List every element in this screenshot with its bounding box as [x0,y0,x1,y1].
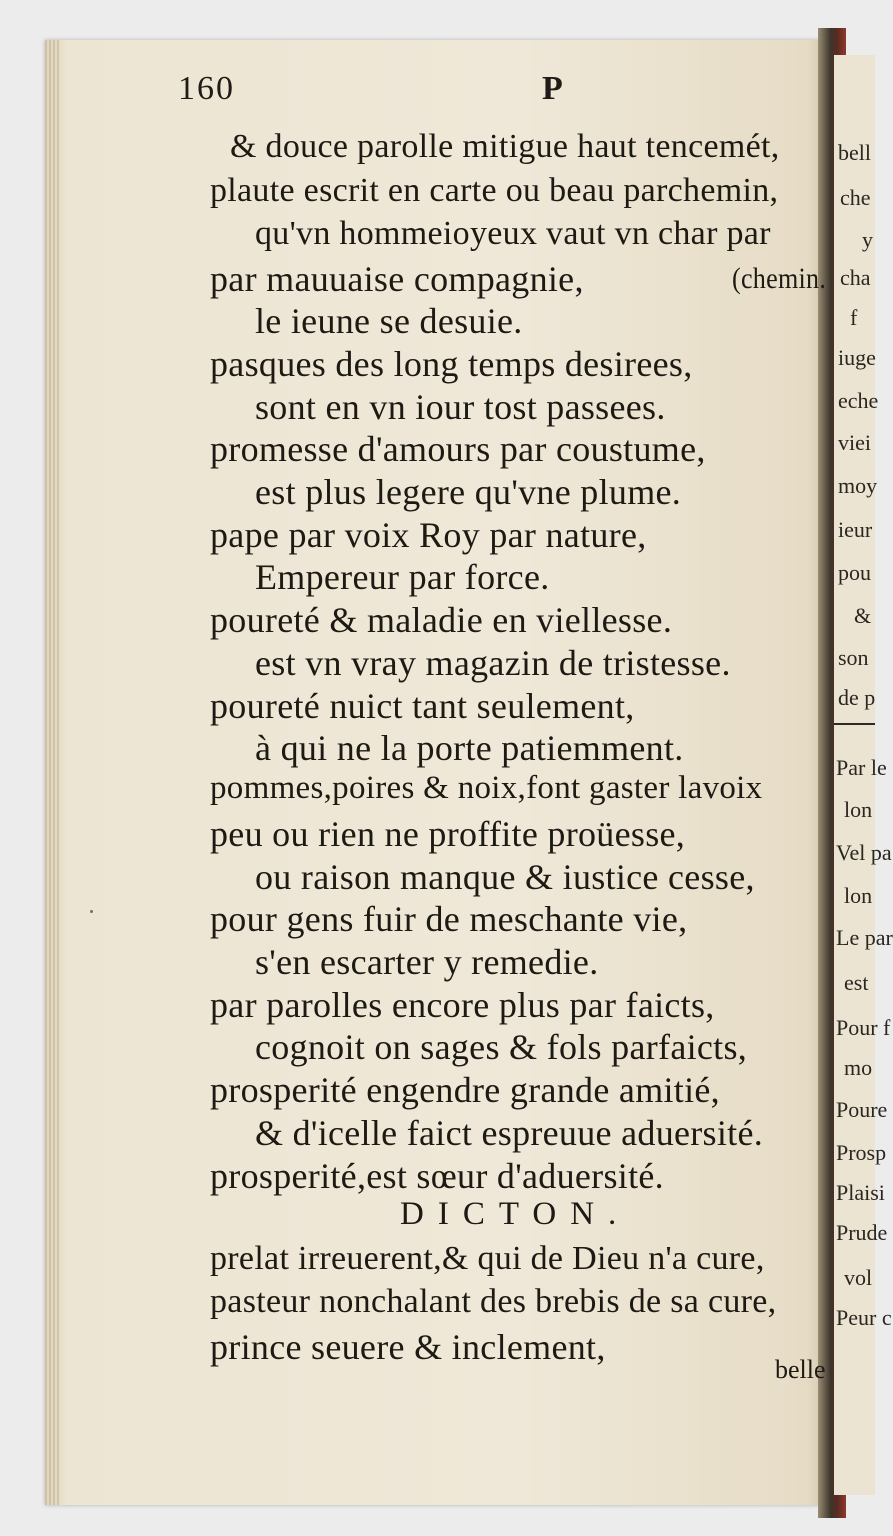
catchword: belle [775,1355,826,1384]
text-line: qu'vn hommeioyeux vaut vn char par [255,215,771,252]
right-page-line: Par le [836,755,887,780]
right-page-line: Plaisi [836,1180,885,1205]
right-page-line: mo [844,1055,873,1080]
right-page-line: Le par [836,925,893,950]
signature-mark: P [542,70,563,107]
right-page-line: y [862,227,873,252]
text-line: par parolles encore plus par faicts, [210,985,715,1025]
right-page-line: & [854,603,872,628]
text-line: pasques des long temps desirees, [210,344,693,384]
right-page-line: Peur c [836,1305,892,1330]
text-line: prosperité,est sœur d'aduersité. [210,1156,664,1196]
text-line: & d'icelle faict espreuue aduersité. [255,1113,764,1153]
text-line: prince seuere & inclement, [210,1327,606,1367]
right-page-line: cha [840,265,871,290]
right-page-line: pou [838,560,871,585]
text-line: à qui ne la porte patiemment. [255,728,684,768]
right-page-line: Vel pa [836,840,892,865]
text-line: prelat irreuerent,& qui de Dieu n'a cure, [210,1240,765,1277]
right-page-line: eche [838,388,879,413]
text-line: s'en escarter y remedie. [255,942,599,982]
right-page-line: vol [844,1265,873,1290]
text-line: plaute escrit en carte ou beau parchemin, [210,172,779,209]
right-page-line: de p [838,685,876,710]
text-line: cognoit on sages & fols parfaicts, [255,1027,748,1067]
text-line: Empereur par force. [255,557,550,597]
right-page-rule [834,723,875,725]
right-page-line: moy [838,473,878,498]
section-heading: DICTON. [400,1196,631,1232]
right-page-line: lon [844,883,873,908]
right-page-line: iuge [838,345,876,370]
right-page-line: lon [844,797,873,822]
text-line: sont en vn iour tost passees. [255,387,666,427]
right-page-fragment [834,55,893,1495]
text-line: pommes,poires & noix,font gaster lavoix [210,770,763,806]
text-line: peu ou rien ne proffite proüesse, [210,814,686,854]
text-line: le ieune se desuie. [255,301,523,341]
page-edges [45,40,59,1505]
text-line: est plus legere qu'vne plume. [255,472,682,512]
text-line: promesse d'amours par coustume, [210,429,706,469]
right-page-line: viei [838,430,871,455]
right-page-line: est [844,970,869,995]
text-line: par mauuaise compagnie, [210,259,584,299]
text-line: pasteur nonchalant des brebis de sa cure, [210,1283,777,1320]
text-line: ou raison manque & iustice cesse, [255,857,755,897]
right-page-line: ieur [838,517,873,542]
page-number: 160 [178,70,235,107]
text-line: poureté nuict tant seulement, [210,686,635,726]
right-page-line: Prosp [836,1140,887,1165]
right-page-line: Pour f [836,1015,891,1040]
right-page-line: che [840,185,871,210]
text-line: pour gens fuir de meschante vie, [210,899,688,939]
right-page-line: son [838,645,869,670]
text-line: pape par voix Roy par nature, [210,515,647,555]
text-line: poureté & maladie en viellesse. [210,600,673,640]
text-line: (chemin. [732,262,827,295]
right-page-line: bell [838,140,871,165]
right-page-line: Prude [836,1220,888,1245]
paper-spot [90,910,93,913]
text-line: & douce parolle mitigue haut tencemét, [230,128,780,165]
text-line: prosperité engendre grande amitié, [210,1070,720,1110]
right-page-line: Poure [836,1097,888,1122]
right-page-line: f [850,305,858,330]
text-line: est vn vray magazin de tristesse. [255,643,731,683]
